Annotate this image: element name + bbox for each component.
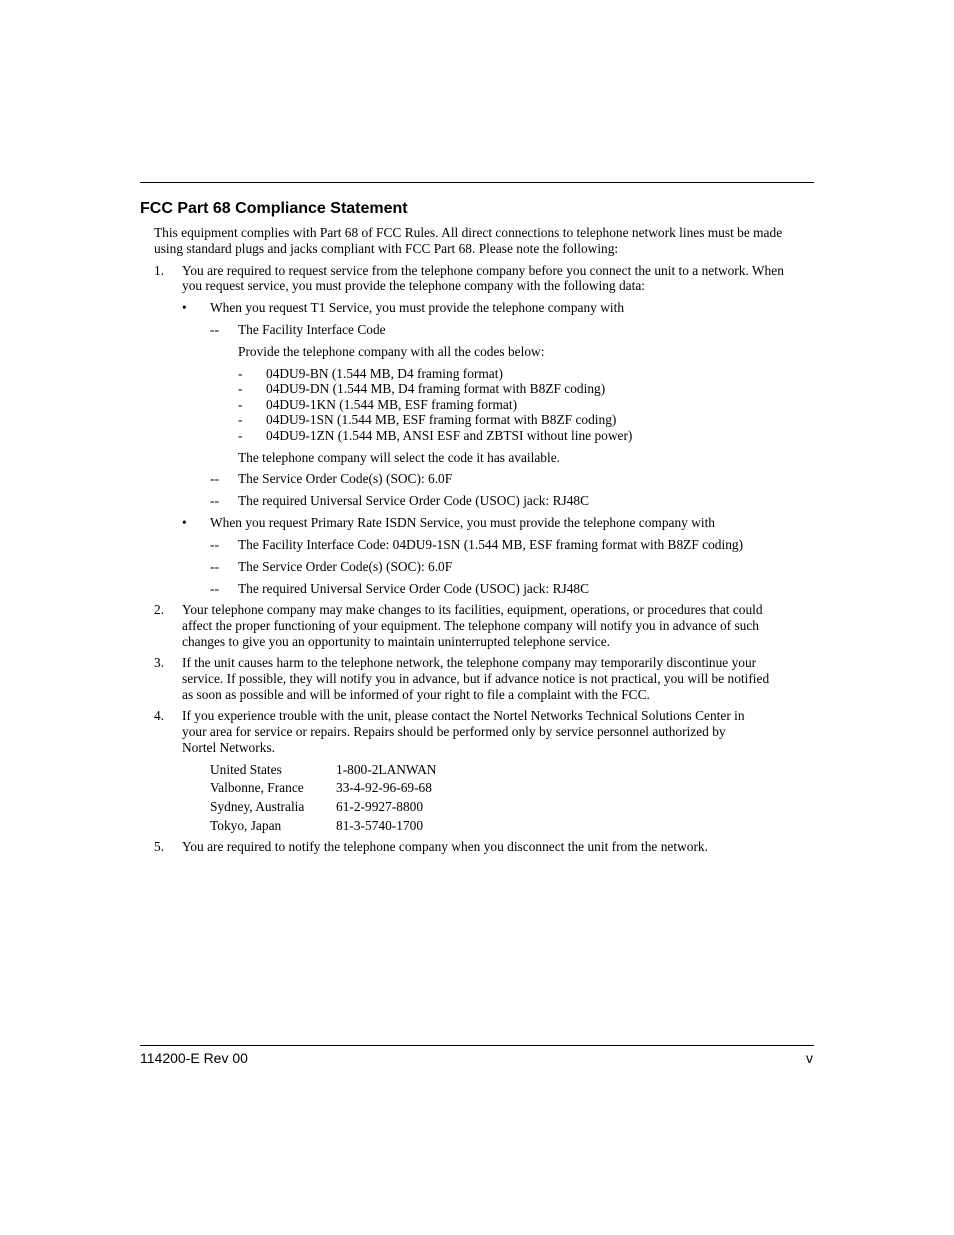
top-rule — [140, 182, 814, 183]
dash-marker: -- — [210, 493, 219, 508]
item-text: you request service, you must provide the telephone company with the following data: — [182, 278, 645, 293]
contact-location: Valbonne, France — [210, 780, 304, 795]
footer-rule — [140, 1045, 814, 1046]
intro-line: using standard plugs and jacks compliant with FCC Part 68. Please note the following: — [154, 241, 619, 256]
item-text: as soon as possible and will be informed of your right to file a complaint with the FCC. — [182, 687, 650, 702]
item-number: 1. — [154, 263, 165, 278]
contact-phone: 33-4-92-96-69-68 — [336, 780, 432, 795]
code-item: 04DU9-1SN (1.544 MB, ESF framing format with B8ZF coding) — [266, 412, 617, 427]
code-item: 04DU9-1KN (1.544 MB, ESF framing format) — [266, 397, 518, 412]
contact-phone: 1-800-2LANWAN — [336, 762, 437, 777]
contact-location: United States — [210, 762, 282, 777]
item-text: service. If possible, they will notify you in advance, but if advance notice is not practical, you will be notified — [182, 671, 770, 686]
item-text: If the unit causes harm to the telephone network, the telephone company may temporarily discontinue your — [182, 655, 757, 670]
pri-usoc-text: The required Universal Service Order Code (USOC) jack: RJ48C — [238, 581, 590, 596]
contact-location: Tokyo, Japan — [210, 818, 282, 833]
item-text: Your telephone company may make changes to its facilities, equipment, operations, or procedures that could — [182, 602, 763, 617]
dash-marker: -- — [210, 537, 219, 552]
item-text: your area for service or repairs. Repairs should be performed only by service personnel authorized by — [182, 724, 726, 739]
dash-marker: -- — [210, 322, 219, 337]
pri-service-text: When you request Primary Rate ISDN Service, you must provide the telephone company with — [210, 515, 716, 530]
code-item: 04DU9-1ZN (1.544 MB, ANSI ESF and ZBTSI without line power) — [266, 428, 633, 443]
item-text: You are required to request service from the telephone company before you connect the unit to a network. When — [182, 263, 784, 278]
item-number: 5. — [154, 839, 165, 854]
dash-marker: -- — [210, 559, 219, 574]
dash-marker: - — [238, 412, 243, 427]
dash-marker: - — [238, 381, 243, 396]
dash-marker: -- — [210, 581, 219, 596]
dash-marker: - — [238, 366, 243, 381]
dash-marker: - — [238, 397, 243, 412]
usoc-text: The required Universal Service Order Code (USOC) jack: RJ48C — [238, 493, 590, 508]
page-number: v — [806, 1050, 813, 1066]
select-note: The telephone company will select the code it has available. — [238, 450, 560, 465]
code-item: 04DU9-DN (1.544 MB, D4 framing format with B8ZF coding) — [266, 381, 606, 396]
contact-phone: 61-2-9927-8800 — [336, 799, 424, 814]
code-item: 04DU9-BN (1.544 MB, D4 framing format) — [266, 366, 503, 381]
intro-line: This equipment complies with Part 68 of FCC Rules. All direct connections to telephone network lines must be made — [154, 225, 783, 240]
bullet-marker: • — [182, 300, 187, 315]
contact-location: Sydney, Australia — [210, 799, 305, 814]
item-number: 4. — [154, 708, 165, 723]
item-text: Nortel Networks. — [182, 740, 275, 755]
item-text: changes to give you an opportunity to maintain uninterrupted telephone service. — [182, 634, 611, 649]
soc-text: The Service Order Code(s) (SOC): 6.0F — [238, 471, 453, 486]
doc-number: 114200-E Rev 00 — [140, 1050, 248, 1066]
bullet-marker: • — [182, 515, 187, 530]
item-number: 2. — [154, 602, 165, 617]
item-number: 3. — [154, 655, 165, 670]
item-text: You are required to notify the telephone company when you disconnect the unit from the network. — [182, 839, 708, 854]
pri-fic-text: The Facility Interface Code: 04DU9-1SN (1.544 MB, ESF framing format with B8ZF coding) — [238, 537, 744, 552]
pri-soc-text: The Service Order Code(s) (SOC): 6.0F — [238, 559, 453, 574]
item-text: If you experience trouble with the unit, please contact the Nortel Networks Technical Solutions Center in — [182, 708, 745, 723]
dash-marker: -- — [210, 471, 219, 486]
item-text: affect the proper functioning of your equipment. The telephone company will notify you in advance of such — [182, 618, 759, 633]
contact-phone: 81-3-5740-1700 — [336, 818, 424, 833]
codes-intro: Provide the telephone company with all the codes below: — [238, 344, 545, 359]
t1-service-text: When you request T1 Service, you must provide the telephone company with — [210, 300, 625, 315]
dash-marker: - — [238, 428, 243, 443]
page-title: FCC Part 68 Compliance Statement — [140, 200, 408, 217]
fic-label: The Facility Interface Code — [238, 322, 386, 337]
